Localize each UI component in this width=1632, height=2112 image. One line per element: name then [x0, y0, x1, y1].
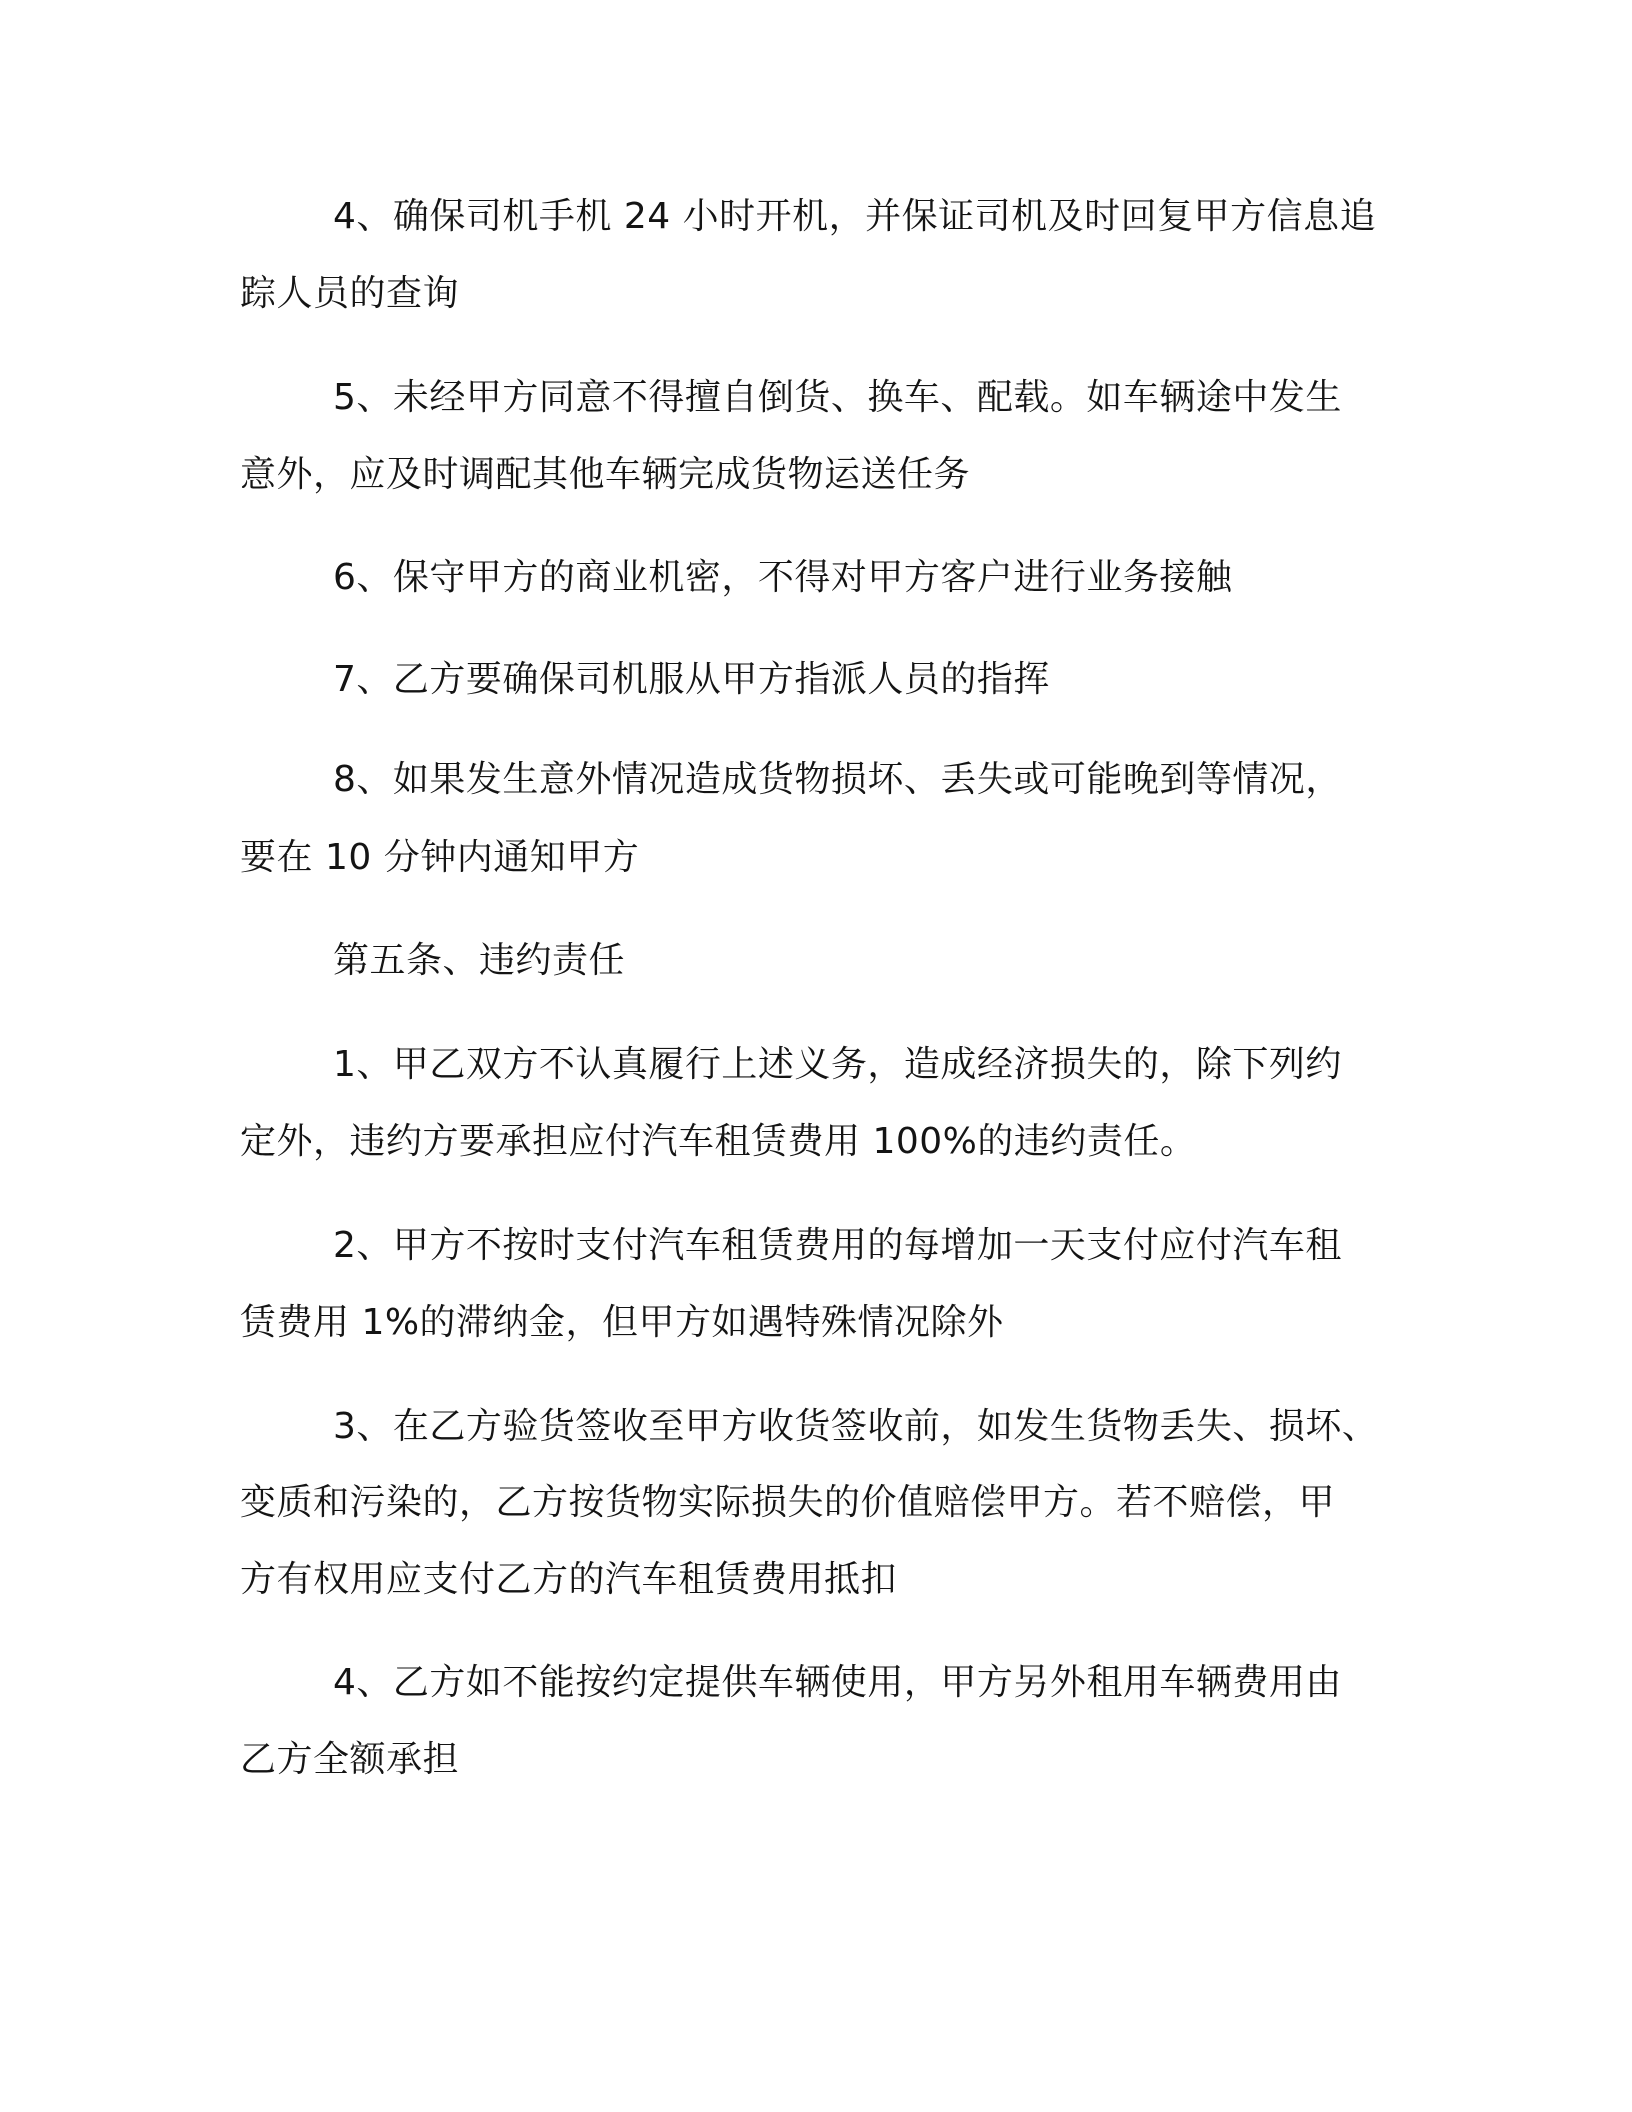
penalty-4-line-1: 4、乙方如不能按约定提供车辆使用，甲方另外租用车辆费用由	[333, 1662, 1342, 1703]
penalty-1-line-2: 定外，违约方要承担应付汽车租赁费用 100%的违约责任。	[240, 1121, 1197, 1162]
clause-4-line-2: 踪人员的查询	[240, 273, 460, 314]
clause-8-line-2: 要在 10 分钟内通知甲方	[240, 837, 640, 878]
penalty-4-line-2: 乙方全额承担	[240, 1739, 460, 1780]
clause-7-line-1: 7、乙方要确保司机服从甲方指派人员的指挥	[333, 659, 1050, 700]
penalty-1-line-1: 1、甲乙双方不认真履行上述义务，造成经济损失的，除下列约	[333, 1044, 1342, 1085]
penalty-2-line-1: 2、甲方不按时支付汽车租赁费用的每增加一天支付应付汽车租	[333, 1225, 1342, 1266]
section-heading: 第五条、违约责任	[333, 940, 626, 981]
clause-5-line-2: 意外，应及时调配其他车辆完成货物运送任务	[240, 454, 971, 495]
clause-8-line-1: 8、如果发生意外情况造成货物损坏、丢失或可能晚到等情况，	[333, 759, 1342, 800]
penalty-2-line-2: 赁费用 1%的滞纳金，但甲方如遇特殊情况除外	[240, 1302, 1004, 1343]
penalty-3-line-1: 3、在乙方验货签收至甲方收货签收前，如发生货物丢失、损坏、	[333, 1406, 1379, 1447]
clause-5-line-1: 5、未经甲方同意不得擅自倒货、换车、配载。如车辆途中发生	[333, 377, 1342, 418]
penalty-3-line-2: 变质和污染的，乙方按货物实际损失的价值赔偿甲方。若不赔偿，甲	[240, 1482, 1336, 1523]
clause-4-line-1: 4、确保司机手机 24 小时开机，并保证司机及时回复甲方信息追	[333, 196, 1377, 237]
clause-6-line-1: 6、保守甲方的商业机密，不得对甲方客户进行业务接触	[333, 557, 1233, 598]
penalty-3-line-3: 方有权用应支付乙方的汽车租赁费用抵扣	[240, 1559, 898, 1600]
